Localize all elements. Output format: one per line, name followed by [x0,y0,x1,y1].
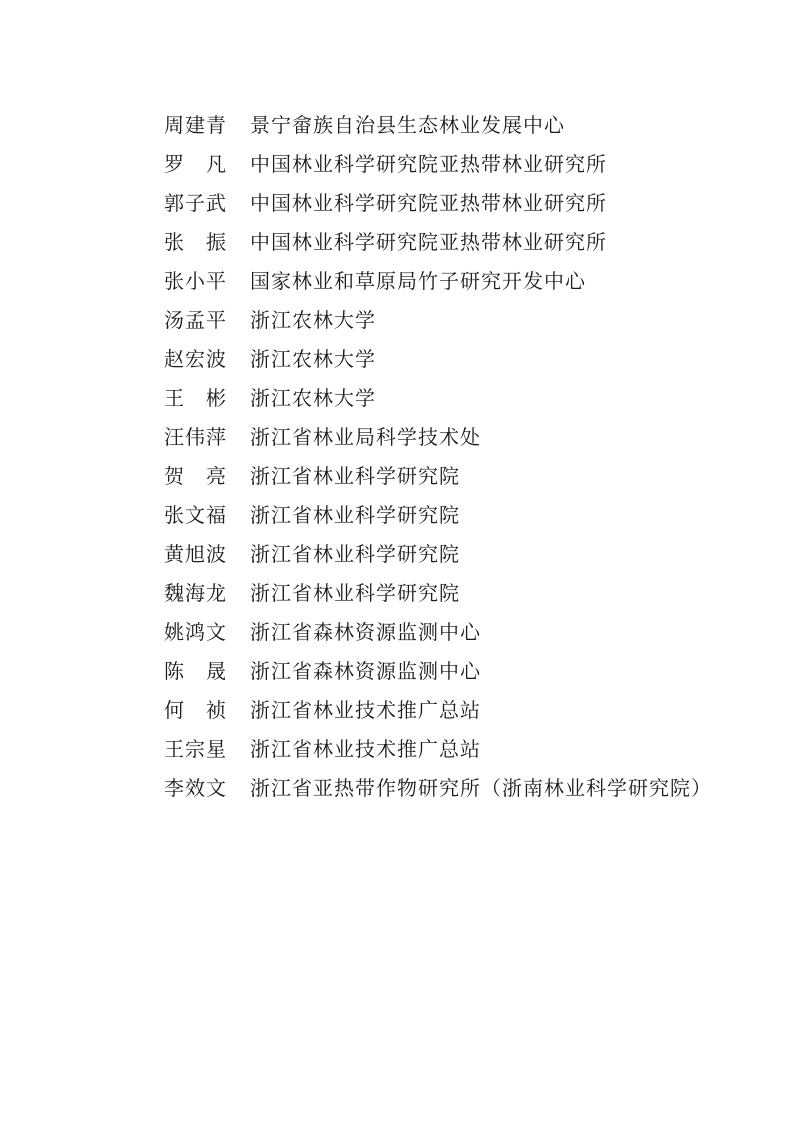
person-name: 周建青 [164,113,227,137]
organization: 浙江农林大学 [250,308,376,332]
list-item [164,728,712,767]
person-name: 陈 晟 [164,659,227,683]
person-name: 魏海龙 [164,581,227,605]
organization: 浙江省林业科学研究院 [250,581,460,605]
person-name: 王宗星 [164,737,227,761]
organization: 浙江省森林资源监测中心 [250,620,481,644]
list-item [164,104,712,143]
person-name: 何 祯 [164,698,227,722]
list-item [164,611,712,650]
organization: 浙江省森林资源监测中心 [250,659,481,683]
person-name: 罗 凡 [164,152,227,176]
organization: 浙江农林大学 [250,386,376,410]
list-item [164,767,712,806]
list-item [164,533,712,572]
list-item [164,182,712,221]
organization: 浙江省林业科学研究院 [250,503,460,527]
list-item [164,416,712,455]
list-item [164,455,712,494]
organization: 浙江农林大学 [250,347,376,371]
person-name: 贺 亮 [164,464,227,488]
list-item [164,299,712,338]
list-item [164,377,712,416]
person-name: 李效文 [164,776,227,800]
organization: 浙江省亚热带作物研究所（浙南林业科学研究院） [250,776,712,800]
list-item [164,494,712,533]
organization: 浙江省林业技术推广总站 [250,698,481,722]
organization: 浙江省林业技术推广总站 [250,737,481,761]
person-name: 王 彬 [164,386,227,410]
person-name: 赵宏波 [164,347,227,371]
organization: 浙江省林业科学研究院 [250,542,460,566]
person-name: 汪伟萍 [164,425,227,449]
organization: 中国林业科学研究院亚热带林业研究所 [250,191,607,215]
list-item [164,221,712,260]
organization: 中国林业科学研究院亚热带林业研究所 [250,230,607,254]
person-name: 黄旭波 [164,542,227,566]
organization: 浙江省林业局科学技术处 [250,425,481,449]
list-item [164,260,712,299]
person-name: 张小平 [164,269,227,293]
organization: 中国林业科学研究院亚热带林业研究所 [250,152,607,176]
person-name: 汤孟平 [164,308,227,332]
list-item [164,143,712,182]
list-item [164,689,712,728]
member-list [164,104,712,806]
person-name: 姚鸿文 [164,620,227,644]
list-item [164,338,712,377]
organization: 景宁畲族自治县生态林业发展中心 [250,113,565,137]
person-name: 张文福 [164,503,227,527]
person-name: 张 振 [164,230,227,254]
person-name: 郭子武 [164,191,227,215]
list-item [164,572,712,611]
list-item [164,650,712,689]
organization: 浙江省林业科学研究院 [250,464,460,488]
organization: 国家林业和草原局竹子研究开发中心 [250,269,586,293]
